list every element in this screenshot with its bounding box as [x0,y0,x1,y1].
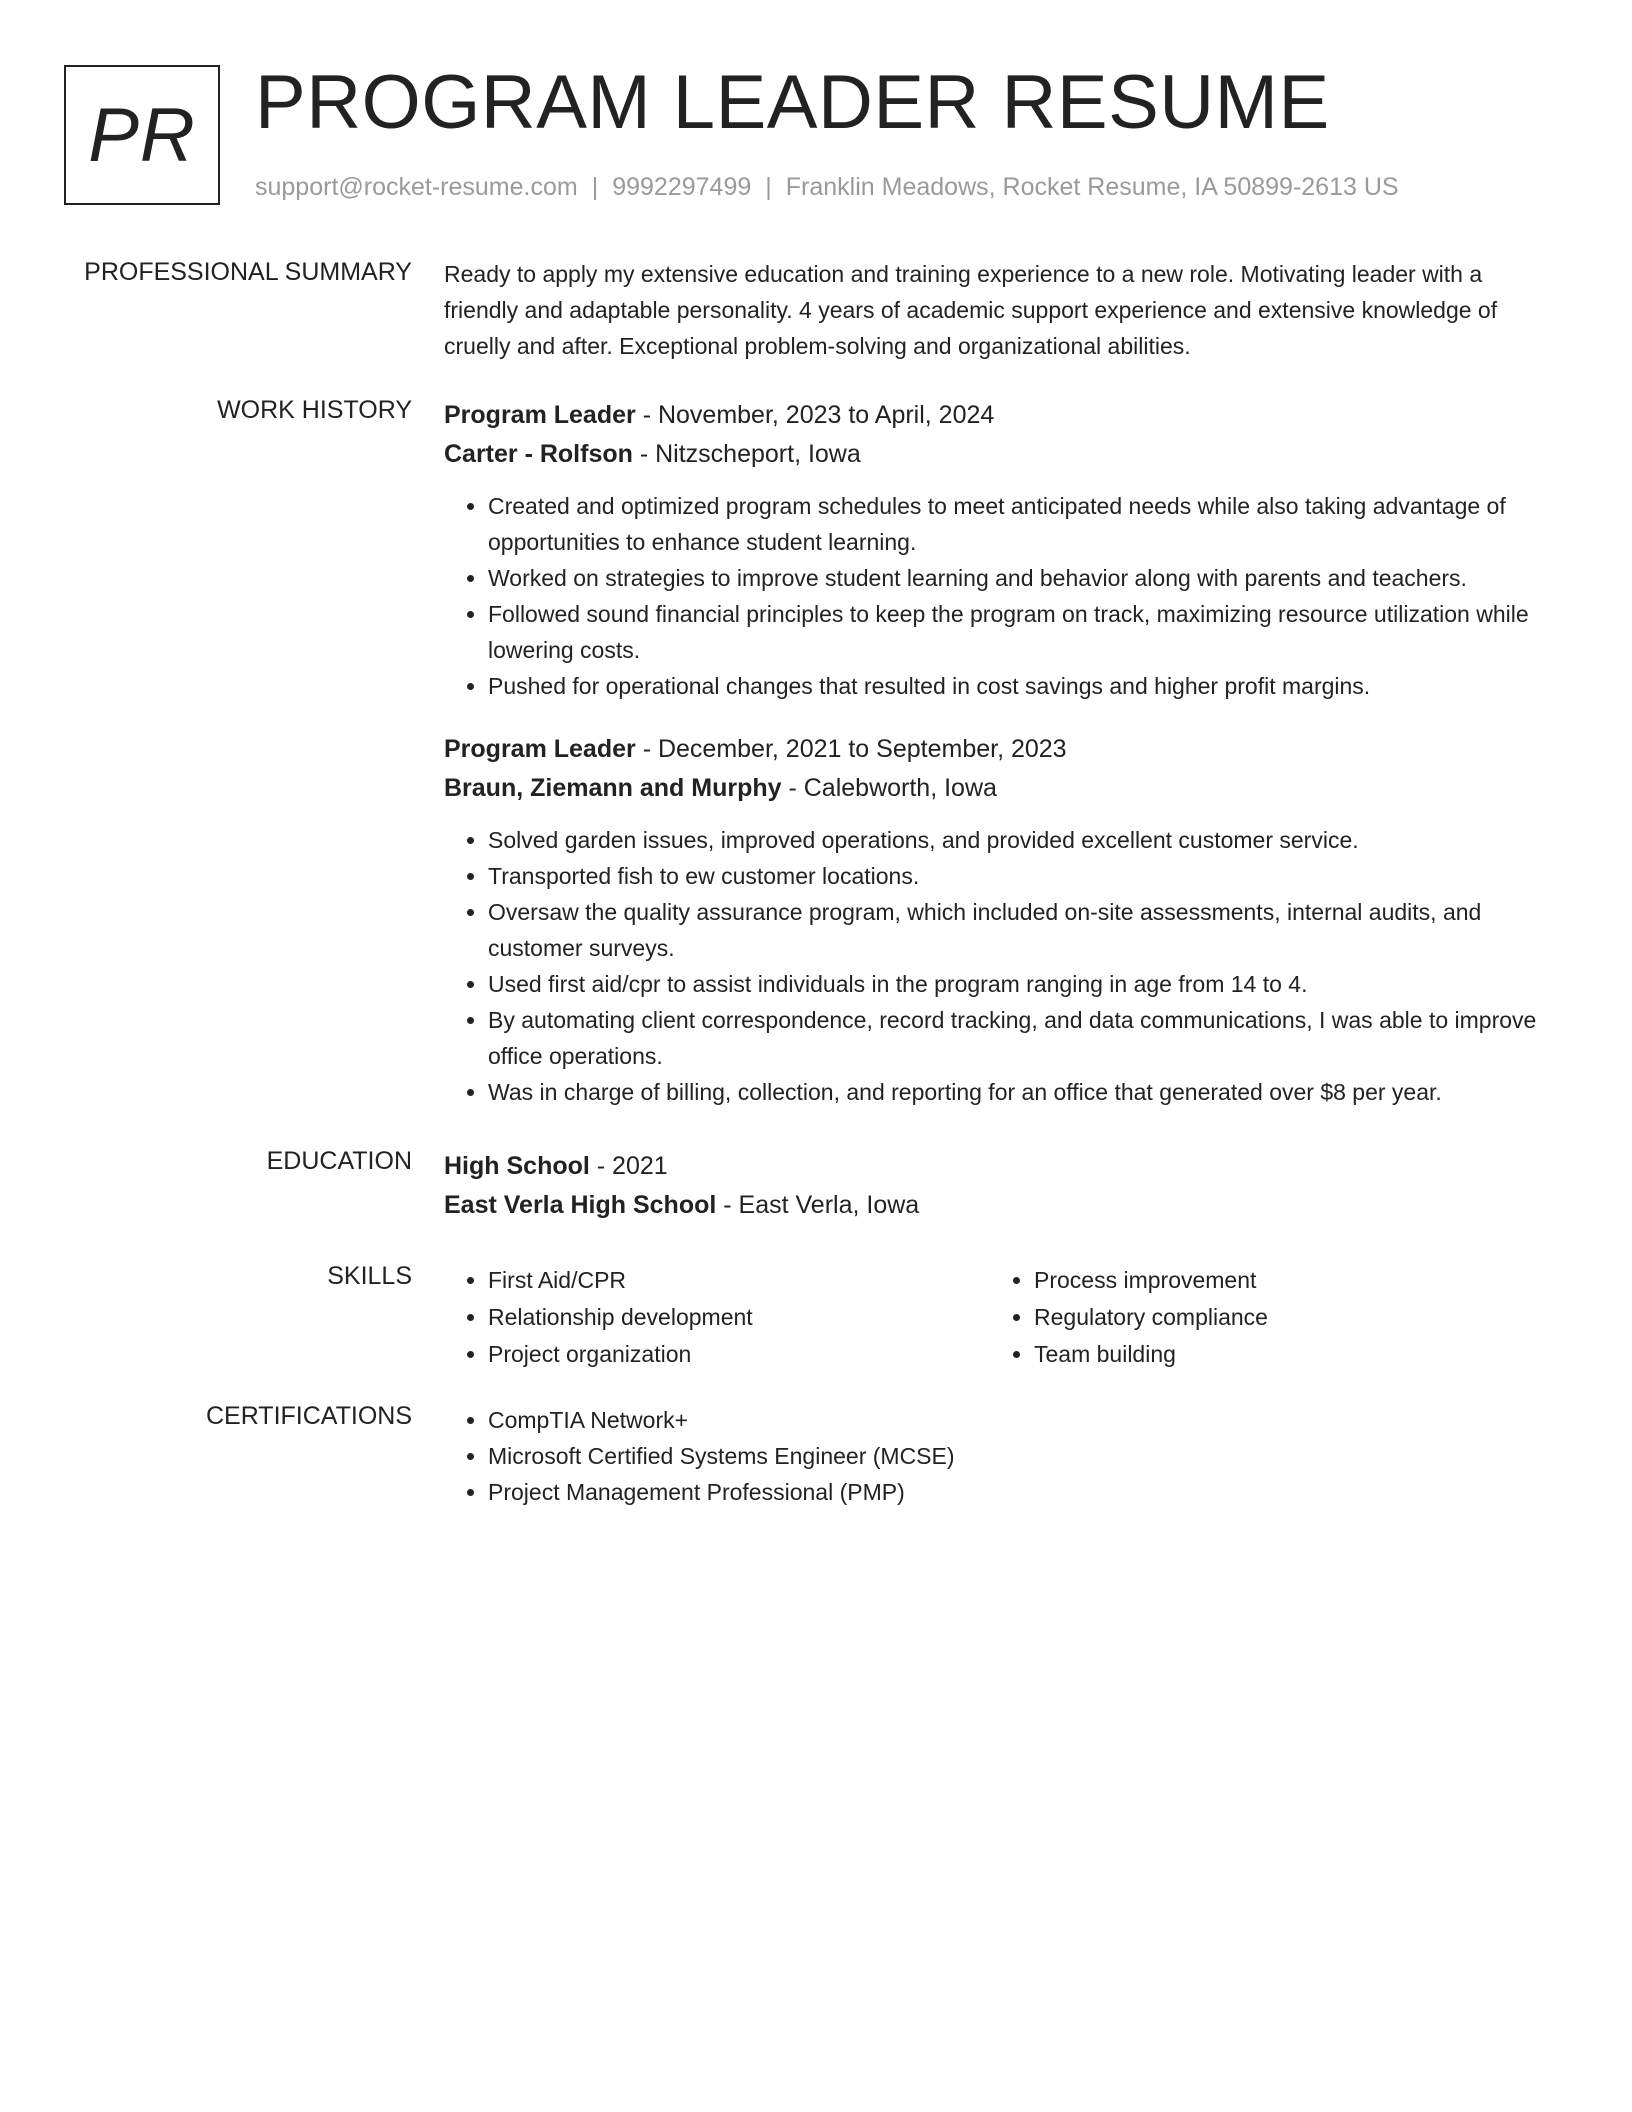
education-school: East Verla High School [444,1191,717,1219]
summary-text: Ready to apply my extensive education and training experience to a new role. Motivating leader with a friendly and adaptable personality. 4 years of academic support experience and extensive knowledge of cruelly and after. Exceptional problem-solving and organizational abilities. [444,261,1498,359]
job-company-line [444,435,1559,474]
education-year: - 2021 [589,1152,668,1180]
contact-separator: | [765,173,772,201]
education-degree: High School [444,1152,590,1180]
job-location: - Nitzscheport, Iowa [632,440,861,468]
certification-item: • Microsoft Certified Systems Engineer (MCSE) [488,1438,1559,1474]
summary-heading: PROFESSIONAL SUMMARY [84,258,412,286]
job-bullet: • Used first aid/cpr to assist individuals in the program ranging in age from 14 to 4. [488,966,1559,1002]
job-bullet: • Worked on strategies to improve student learning and behavior along with parents and teachers. [488,560,1559,596]
job-bullet: • Followed sound financial principles to keep the program on track, maximizing resource utilization while lowering costs. [488,596,1559,668]
job-company: Carter - Rolfson [444,440,633,468]
job-dates: - December, 2021 to September, 2023 [635,735,1067,763]
certifications-list [444,1402,1559,1510]
job-bullet: • Transported fish to ew customer locations. [488,858,1559,894]
job-bullet: • By automating client correspondence, record tracking, and data communications, I was able to improve office operations. [488,1002,1559,1074]
job-bullets [444,822,1559,1110]
job-bullets [444,488,1559,704]
education-degree-line [444,1147,1559,1186]
contact-address: Franklin Meadows, Rocket Resume, IA 50899-2613 US [785,173,1399,201]
job-bullet: • Solved garden issues, improved operations, and provided excellent customer service. [488,822,1559,858]
skill-item: • Regulatory compliance [1034,1299,1536,1336]
contact-separator: | [591,173,599,201]
skill-item: • Process improvement [1034,1262,1536,1299]
skill-item: • Project organization [488,1336,990,1373]
job-bullet: • Created and optimized program schedules to meet anticipated needs while also taking advantage of opportunities to enhance student learning. [488,488,1559,560]
job-bullet: • Pushed for operational changes that resulted in cost savings and higher profit margins. [488,668,1559,704]
work-history-heading: WORK HISTORY [217,396,412,424]
contact-phone: 9992297499 [612,173,752,201]
job-dates: - November, 2023 to April, 2024 [635,401,995,429]
job-entry [444,730,1559,1110]
education-school-line [444,1186,1559,1225]
job-entry [444,396,1559,704]
job-title: Program Leader [444,735,636,763]
skill-item: • Team building [1034,1336,1536,1373]
skills-heading: SKILLS [327,1262,412,1290]
certifications-heading: CERTIFICATIONS [205,1402,412,1430]
skill-item: • First Aid/CPR [488,1262,990,1299]
job-title-line [444,730,1559,769]
skill-item: • Relationship development [488,1299,990,1336]
certification-item: • CompTIA Network+ [488,1402,1559,1438]
education-body [444,1147,1559,1225]
resume-header [64,60,1564,215]
education-location: - East Verla, Iowa [716,1191,920,1219]
job-bullet: • Oversaw the quality assurance program, which included on-site assessments, internal audits, and customer surveys. [488,894,1559,966]
skills-list-left [444,1262,990,1373]
skills-list-right [990,1262,1536,1373]
job-bullet: • Was in charge of billing, collection, and reporting for an office that generated over $8 per year. [488,1074,1559,1110]
skills-grid [444,1262,1559,1373]
job-title: Program Leader [444,401,636,429]
certification-item: • Project Management Professional (PMP) [488,1474,1559,1510]
contact-line [255,173,1399,202]
work-history-body [444,396,1559,1110]
job-title-line [444,396,1559,435]
monogram: PR [64,65,220,205]
education-heading: EDUCATION [266,1147,412,1175]
contact-email: support@rocket-resume.com [255,173,578,201]
page-title: PROGRAM LEADER RESUME [255,60,1330,145]
job-location: - Calebworth, Iowa [781,774,997,802]
job-company: Braun, Ziemann and Murphy [444,774,782,802]
certifications-body [444,1402,1559,1510]
job-company-line [444,769,1559,808]
